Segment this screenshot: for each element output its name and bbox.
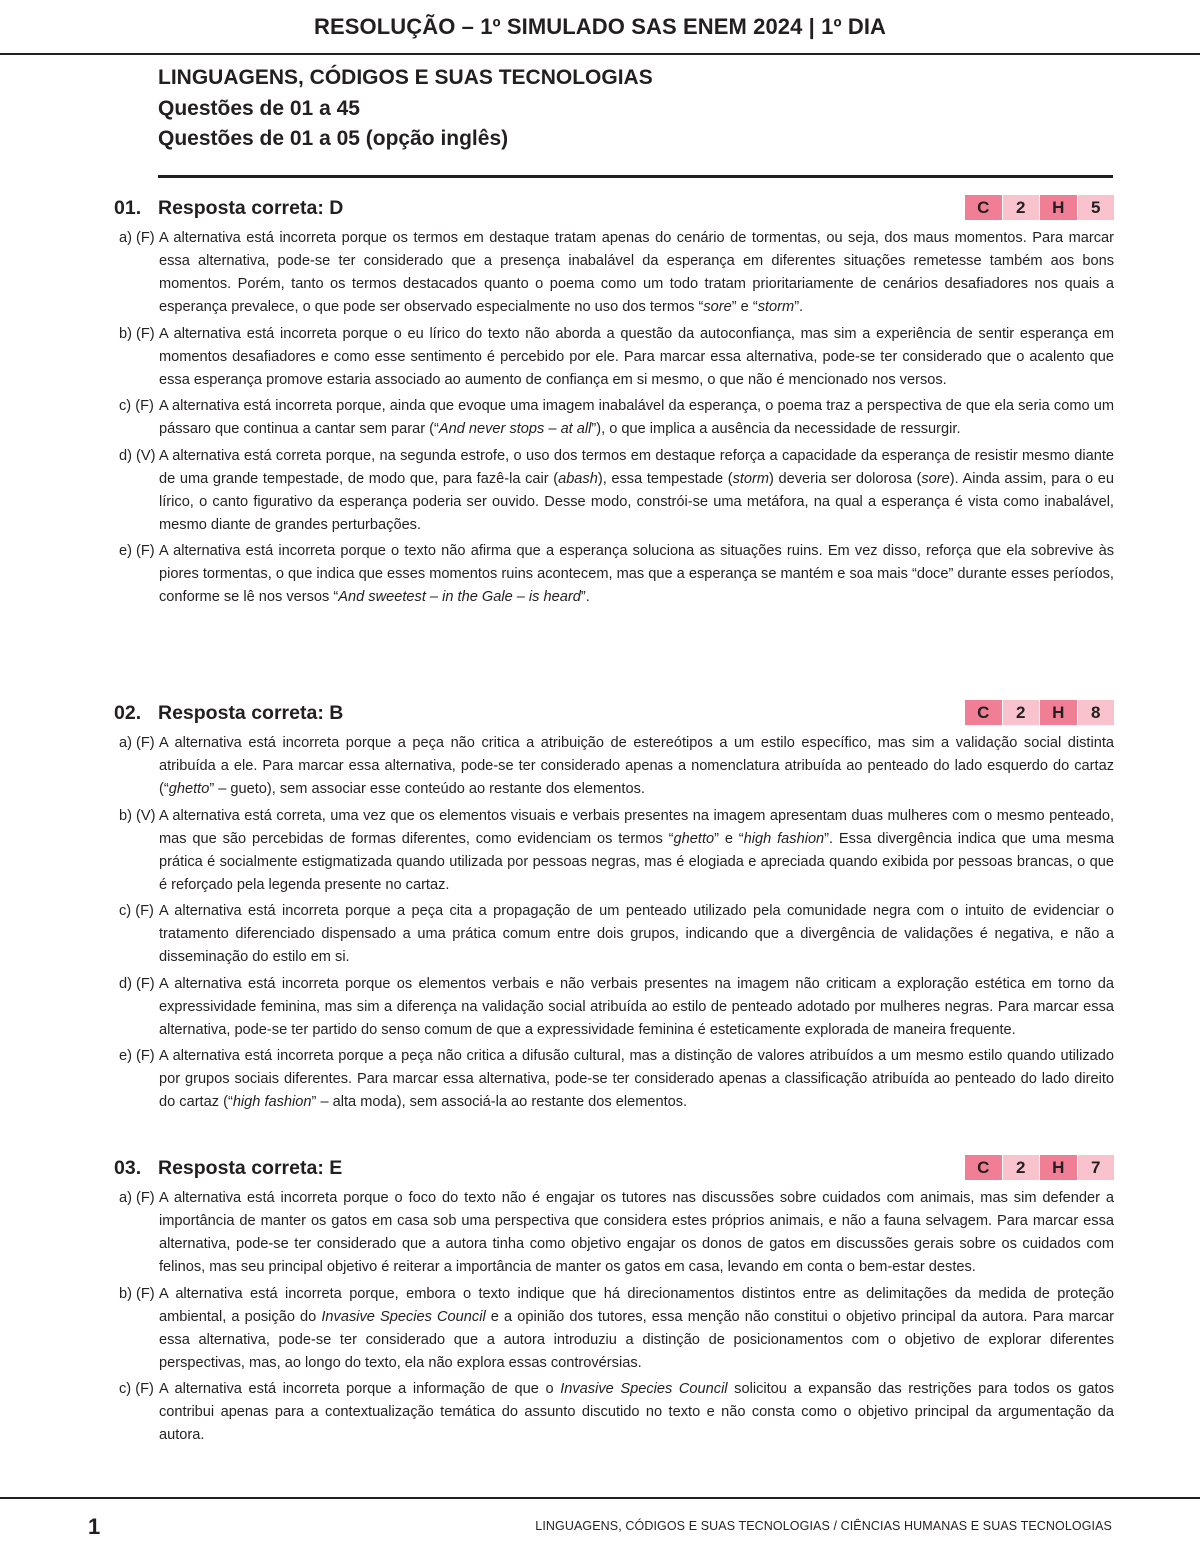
alternative-tag: a) (F): [119, 735, 155, 751]
alternative-tag: c) (F): [119, 1381, 154, 1397]
badge-label: H: [1040, 1155, 1077, 1180]
question-number: 02.: [114, 702, 142, 724]
alternative-item: [114, 323, 1114, 392]
alternative-item: [114, 1187, 1114, 1279]
question-header: [114, 1157, 1114, 1185]
alternative-tag: c) (F): [119, 398, 154, 414]
page-header-title: RESOLUÇÃO – 1º SIMULADO SAS ENEM 2024 | 1º DIA: [313, 14, 887, 39]
alternative-item: [114, 395, 1114, 441]
section-subject: LINGUAGENS, CÓDIGOS E SUAS TECNOLOGIAS: [158, 66, 653, 89]
alternative-tag: d) (V): [119, 447, 156, 464]
badge-label: H: [1040, 700, 1077, 725]
competency-badges: [964, 1155, 1114, 1180]
alternative-explanation: A alternativa está incorreta porque o foco do texto não é engajar os tutores nas discussões sobre cuidados com animais, mas sim defender a importância de manter os gatos em casa sob uma perspectiva que considera estes próprios animais, e não a fauna selvagem. Para marcar essa alternativa, pode-se ter considerado que a autora tinha como objetivo engajar os donos de gatos em discussões gerais sobre os cuidados com felinos, mas seu principal objetivo é reiterar a importância de manter os gatos em casa, levando em conta o bem-estar destes.: [159, 1190, 1114, 1275]
competency-badges: [964, 700, 1114, 725]
correct-answer: Resposta correta: E: [158, 1157, 343, 1179]
alternative-tag: b) (F): [119, 1285, 155, 1302]
correct-answer: Resposta correta: D: [158, 197, 344, 219]
badge-label: C: [965, 700, 1002, 725]
question-header: [114, 197, 1114, 225]
badge-value: 5: [1078, 195, 1115, 220]
alternative-item: [114, 732, 1114, 801]
alternative-explanation: A alternativa está incorreta porque o eu lírico do texto não aborda a questão da autoconfiança, mas sim a experiência de sentir esperança em momentos desafiadores e como esse sentimento é percebido por ele. Para marcar essa alternativa, pode-se ter considerado que o acalento que essa esperança promove estaria associado ao aumento de confiança em si mesmo, o que não é mencionado nos versos.: [159, 325, 1114, 388]
alternative-item: [114, 227, 1114, 319]
alternative-explanation: A alternativa está incorreta porque os termos em destaque tratam apenas do cenário de tormentas, ou seja, dos maus momentos. Para marcar essa alternativa, pode-se ter considerado que a presença inabalável da esperança em diferentes situações remetesse também aos bons momentos. Porém, tanto os termos destacados quanto o poema como um todo tratam prioritariamente de cenários desafiadores nos quais a esperança prevalece, o que pode ser observado especialmente no uso dos termos “sore” e “storm”.: [159, 230, 1114, 315]
footer-subjects: LINGUAGENS, CÓDIGOS E SUAS TECNOLOGIAS / CIÊNCIAS HUMANAS E SUAS TECNOLOGIAS: [535, 1519, 1112, 1533]
question-block: [114, 197, 1114, 613]
badge-value: 8: [1078, 700, 1115, 725]
alternative-explanation: A alternativa está incorreta porque a peça cita a propagação de um penteado utilizado pela comunidade negra com o intuito de evidenciar o tratamento diferenciado dispensado a uma prática comum entre dois grupos, indicando que a divergência de validações é negativa, e não a disseminação do estilo em si.: [159, 903, 1114, 965]
alternative-tag: e) (F): [119, 543, 155, 559]
correct-answer: Resposta correta: B: [158, 702, 344, 724]
alternative-item: [114, 900, 1114, 969]
question-block: [114, 1157, 1114, 1451]
section-question-range: Questões de 01 a 45: [158, 96, 360, 120]
header-divider: [0, 53, 1200, 55]
question-block: [114, 702, 1114, 1118]
alternative-explanation: A alternativa está incorreta porque a informação de que o Invasive Species Council solicitou a expansão das restrições para todos os gatos contribui apenas para a contextualização temática do assunto discutido no texto e não consta como o objetivo principal da argumentação da autora.: [159, 1381, 1115, 1443]
badge-value: 2: [1003, 195, 1040, 220]
alternative-item: [114, 973, 1114, 1042]
alternative-item: [114, 805, 1114, 897]
badge-label: C: [965, 195, 1002, 220]
question-number: 03.: [114, 1157, 142, 1179]
alternatives-list: [114, 227, 1114, 609]
badge-value: 7: [1078, 1155, 1115, 1180]
badge-label: H: [1040, 195, 1077, 220]
alternative-explanation: A alternativa está incorreta porque o texto não afirma que a esperança soluciona as situações ruins. Em vez disso, reforça que ela sobrevive às piores tormentas, o que indica que esses momentos ruins acontecem, mas que a esperança se mantém e soa mais “doce” durante esses períodos, conforme se lê nos versos “And sweetest – in the Gale – is heard”.: [159, 543, 1114, 605]
alternative-explanation: A alternativa está incorreta porque a peça não critica a atribuição de estereótipos a um estilo específico, mas sim a validação social distinta atribuída a ele. Para marcar essa alternativa, pode-se ter considerado apenas a nomenclatura atribuída ao penteado do lado esquerdo do cartaz (“ghetto” – gueto), sem associar esse conteúdo ao restante dos elementos.: [159, 735, 1114, 797]
alternative-explanation: A alternativa está incorreta porque os elementos verbais e não verbais presentes na imagem não criticam a exploração estética em torno da expressividade feminina, mas sim a diferença na validação social atribuída ao estilo de penteado adotado por mulheres negras. Para marcar essa alternativa, pode-se ter partido do senso comum de que a expressividade feminina é esteticamente explorada de maneira frequente.: [159, 975, 1114, 1038]
alternative-item: [114, 445, 1114, 537]
page-number: 1: [88, 1514, 101, 1539]
alternative-item: [114, 1378, 1114, 1447]
alternative-tag: b) (F): [119, 325, 155, 342]
alternative-item: [114, 1045, 1114, 1114]
alternative-tag: d) (F): [119, 975, 155, 992]
alternatives-list: [114, 1187, 1114, 1447]
question-number: 01.: [114, 197, 142, 219]
alternative-explanation: A alternativa está correta, uma vez que os elementos visuais e verbais presentes na imagem apresentam duas mulheres com o mesmo penteado, mas que são percebidas de formas diferentes, como evidenciam os termos “ghetto” e “high fashion”. Essa divergência indica que uma mesma prática é socialmente estigmatizada quando utilizada por pessoas negras, mas é elogiada e apreciada quando exibida por pessoas brancas, o que é reforçado pela legenda presente no cartaz.: [159, 807, 1114, 893]
alternative-item: [114, 540, 1114, 609]
section-english-range: Questões de 01 a 05 (opção inglês): [158, 127, 509, 150]
alternative-explanation: A alternativa está correta porque, na segunda estrofe, o uso dos termos em destaque reforça a capacidade da esperança de resistir mesmo diante de uma grande tempestade, de modo que, para fazê-la cair (abash), essa tempestade (storm) deveria ser dolorosa (sore). Ainda assim, para o eu lírico, o canto figurativo da esperança poderia ser ouvido. Desse modo, constrói-se uma metáfora, na qual a esperança é vista como inabalável, mesmo diante de grandes perturbações.: [159, 447, 1114, 533]
alternative-explanation: A alternativa está incorreta porque a peça não critica a difusão cultural, mas a distinção de valores atribuídos a um mesmo estilo quando utilizado por grupos sociais diferentes. Para marcar essa alternativa, pode-se ter considerado apenas a classificação atribuída ao penteado do lado direito do cartaz (“high fashion” – alta moda), sem associá-la ao restante dos elementos.: [159, 1048, 1114, 1110]
alternative-tag: e) (F): [119, 1048, 155, 1064]
badge-label: C: [965, 1155, 1002, 1180]
badge-value: 2: [1003, 1155, 1040, 1180]
alternative-item: [114, 1283, 1114, 1375]
badge-value: 2: [1003, 700, 1040, 725]
alternative-tag: a) (F): [119, 1190, 155, 1206]
section-divider: [158, 175, 1113, 178]
question-header: [114, 702, 1114, 730]
alternatives-list: [114, 732, 1114, 1114]
competency-badges: [964, 195, 1114, 220]
alternative-explanation: A alternativa está incorreta porque, embora o texto indique que há direcionamentos distintos entre as delimitações da medida de proteção ambiental, a posição do Invasive Species Council e a opinião dos tutores, essa menção não constitui o objetivo principal da autora. Para marcar essa alternativa, pode-se ter considerado que a autora introduziu a distinção de posicionamentos com o objetivo de explorar diferentes perspectivas, mas, ao longo do texto, ela não explora essas controvérsias.: [159, 1285, 1115, 1371]
alternative-tag: b) (V): [119, 807, 156, 824]
section-heading: [158, 63, 653, 155]
alternative-tag: a) (F): [119, 230, 155, 246]
alternative-explanation: A alternativa está incorreta porque, ainda que evoque uma imagem inabalável da esperança, o poema traz a perspectiva de que ela seria como um pássaro que continua a cantar sem parar (“And never stops – at all”), o que implica a ausência da necessidade de ressurgir.: [159, 398, 1114, 437]
footer-divider: [0, 1497, 1200, 1499]
alternative-tag: c) (F): [119, 903, 154, 919]
